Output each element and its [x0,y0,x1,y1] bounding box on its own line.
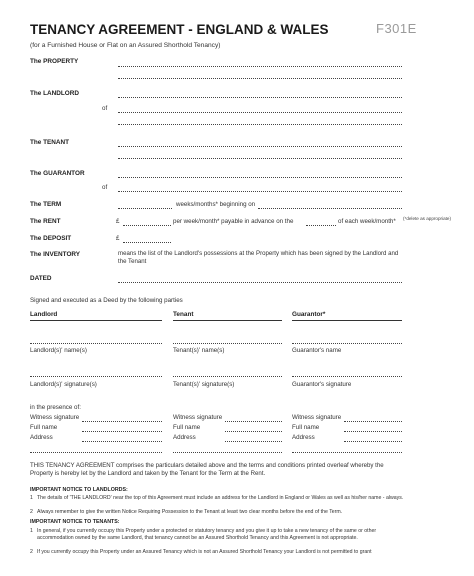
landlord-address-line-1[interactable] [118,112,402,113]
guarantor-witness-address-label: Address [292,434,315,441]
landlord-witness-name-label: Full name [30,424,58,431]
notice-tenants-heading: IMPORTANT NOTICE TO TENANTS: [30,519,120,525]
form-title: TENANCY AGREEMENT - ENGLAND & WALES [30,22,329,37]
inventory-text: means the list of the Landlord's possessions at the Property which has been signed by the Landlord and the Tenant [118,250,399,266]
landlord-label: The LANDLORD [30,90,79,97]
tenant-witness-sig-label: Witness signature [173,414,223,421]
notice-landlords-1-num: 1 [30,495,33,501]
agreement-statement: THIS TENANCY AGREEMENT comprises the particulars detailed above and the terms and conditions printed overleaf whereby the Property is hereby let by the Landlord and taken by the Tenant for the Term at the Rent. [30,462,384,478]
guarantor-sig-label: Guarantor's signature [292,381,352,388]
notice-tenants-2: If you currently occupy this Property under an Assured Tenancy which is not an Assured Shorthold Tenancy your Landlord is not permitted to grant [37,549,372,555]
landlord-name-line-a[interactable] [30,343,162,344]
guarantor-label: The GUARANTOR [30,170,85,177]
tenant-name-line-a[interactable] [173,343,282,344]
landlord-witness-address-field[interactable] [82,441,162,442]
guarantor-witness-sig-field[interactable] [344,421,402,422]
notice-landlords-2-num: 2 [30,509,33,515]
term-start-field[interactable] [258,208,402,209]
tenant-witness-sig-field[interactable] [225,421,282,422]
tenant-witness-address-field-2[interactable] [173,452,282,453]
property-line-2[interactable] [118,78,402,79]
rent-text-2: of each week/month* [338,218,396,225]
property-label: The PROPERTY [30,58,79,65]
deposit-currency: £ [116,235,120,242]
term-text: weeks/months* beginning on [176,201,256,208]
notice-landlords-heading: IMPORTANT NOTICE TO LANDLORDS: [30,487,128,493]
guarantor-of-label: of [102,184,108,191]
guarantor-line[interactable] [118,177,402,178]
guarantor-name-line-a[interactable] [292,343,402,344]
tenant-line-2[interactable] [118,158,402,159]
tenant-witness-name-field[interactable] [225,431,282,432]
term-label: The TERM [30,201,62,208]
guarantor-witness-sig-label: Witness signature [292,414,342,421]
deposit-label: The DEPOSIT [30,235,72,242]
notice-landlords-2: Always remember to give the written Notice Requiring Possession to the Tenant at least two clear months before the end of the Term. [37,509,343,515]
presence-label: in the presence of: [30,404,81,411]
landlord-witness-sig-label: Witness signature [30,414,80,421]
landlord-line[interactable] [118,97,402,98]
dated-field[interactable] [118,282,402,283]
form-code: F301E [376,21,417,36]
tenant-names-label: Tenant(s)' name(s) [173,347,225,354]
notice-tenants-2-num: 2 [30,549,33,555]
rent-label: The RENT [30,218,61,225]
guarantor-witness-address-field-2[interactable] [292,452,402,453]
col-tenant-rule [173,320,282,321]
landlord-witness-sig-field[interactable] [82,421,162,422]
rent-delete-note: (*delete as appropriate) [403,216,452,221]
tenant-witness-address-label: Address [173,434,196,441]
landlord-sigs-label: Landlord(s)' signature(s) [30,381,97,388]
rent-day-field[interactable] [306,225,336,226]
notice-tenants-1-num: 1 [30,528,33,534]
col-tenant-heading: Tenant [173,311,194,318]
col-guarantor-rule [292,320,402,321]
notice-tenants-1: In general, if you currently occupy this Property under a protected or statutory tenancy and you give it up to take a new tenancy of the same or other accommodation owned by the same Landlord, that tenancy cannot be an Assured Shorthold Tenancy and this Agreement is not appropriate. [37,528,377,541]
guarantor-address-line[interactable] [118,191,402,192]
guarantor-name-label: Guarantor's name [292,347,342,354]
col-landlord-heading: Landlord [30,311,58,318]
term-weeks-field[interactable] [118,208,172,209]
landlord-names-label: Landlord(s)' name(s) [30,347,87,354]
inventory-label: The INVENTORY [30,251,81,258]
deposit-amount-field[interactable] [123,242,171,243]
property-line-1[interactable] [118,66,402,67]
tenant-label: The TENANT [30,139,70,146]
landlord-address-line-2[interactable] [118,124,402,125]
signatures-intro: Signed and executed as a Deed by the following parties [30,297,183,304]
form-subtitle: (for a Furnished House or Flat on an Assured Shorthold Tenancy) [30,42,221,49]
tenant-witness-name-label: Full name [173,424,201,431]
guarantor-witness-name-field[interactable] [344,431,402,432]
landlord-of-label: of [102,105,108,112]
rent-text-1: per week/month* payable in advance on the [173,218,294,225]
landlord-witness-name-field[interactable] [82,431,162,432]
col-guarantor-heading: Guarantor* [292,311,326,318]
tenant-sigs-label: Tenant(s)' signature(s) [173,381,235,388]
guarantor-sig-line-a[interactable] [292,376,402,377]
rent-amount-field[interactable] [123,225,171,226]
guarantor-witness-address-field[interactable] [344,441,402,442]
col-landlord-rule [30,320,162,321]
tenant-witness-address-field[interactable] [225,441,282,442]
notice-landlords-1: The details of 'THE LANDLORD' near the top of this Agreement must include an address for the Landlord in England or Wales as well as his/her name - always. [37,495,404,501]
tenant-sig-line-a[interactable] [173,376,282,377]
landlord-sig-line-a[interactable] [30,376,162,377]
guarantor-witness-name-label: Full name [292,424,320,431]
landlord-witness-address-label: Address [30,434,53,441]
landlord-witness-address-field-2[interactable] [30,452,162,453]
tenant-line-1[interactable] [118,146,402,147]
rent-currency: £ [116,218,120,225]
dated-label: DATED [30,275,52,282]
